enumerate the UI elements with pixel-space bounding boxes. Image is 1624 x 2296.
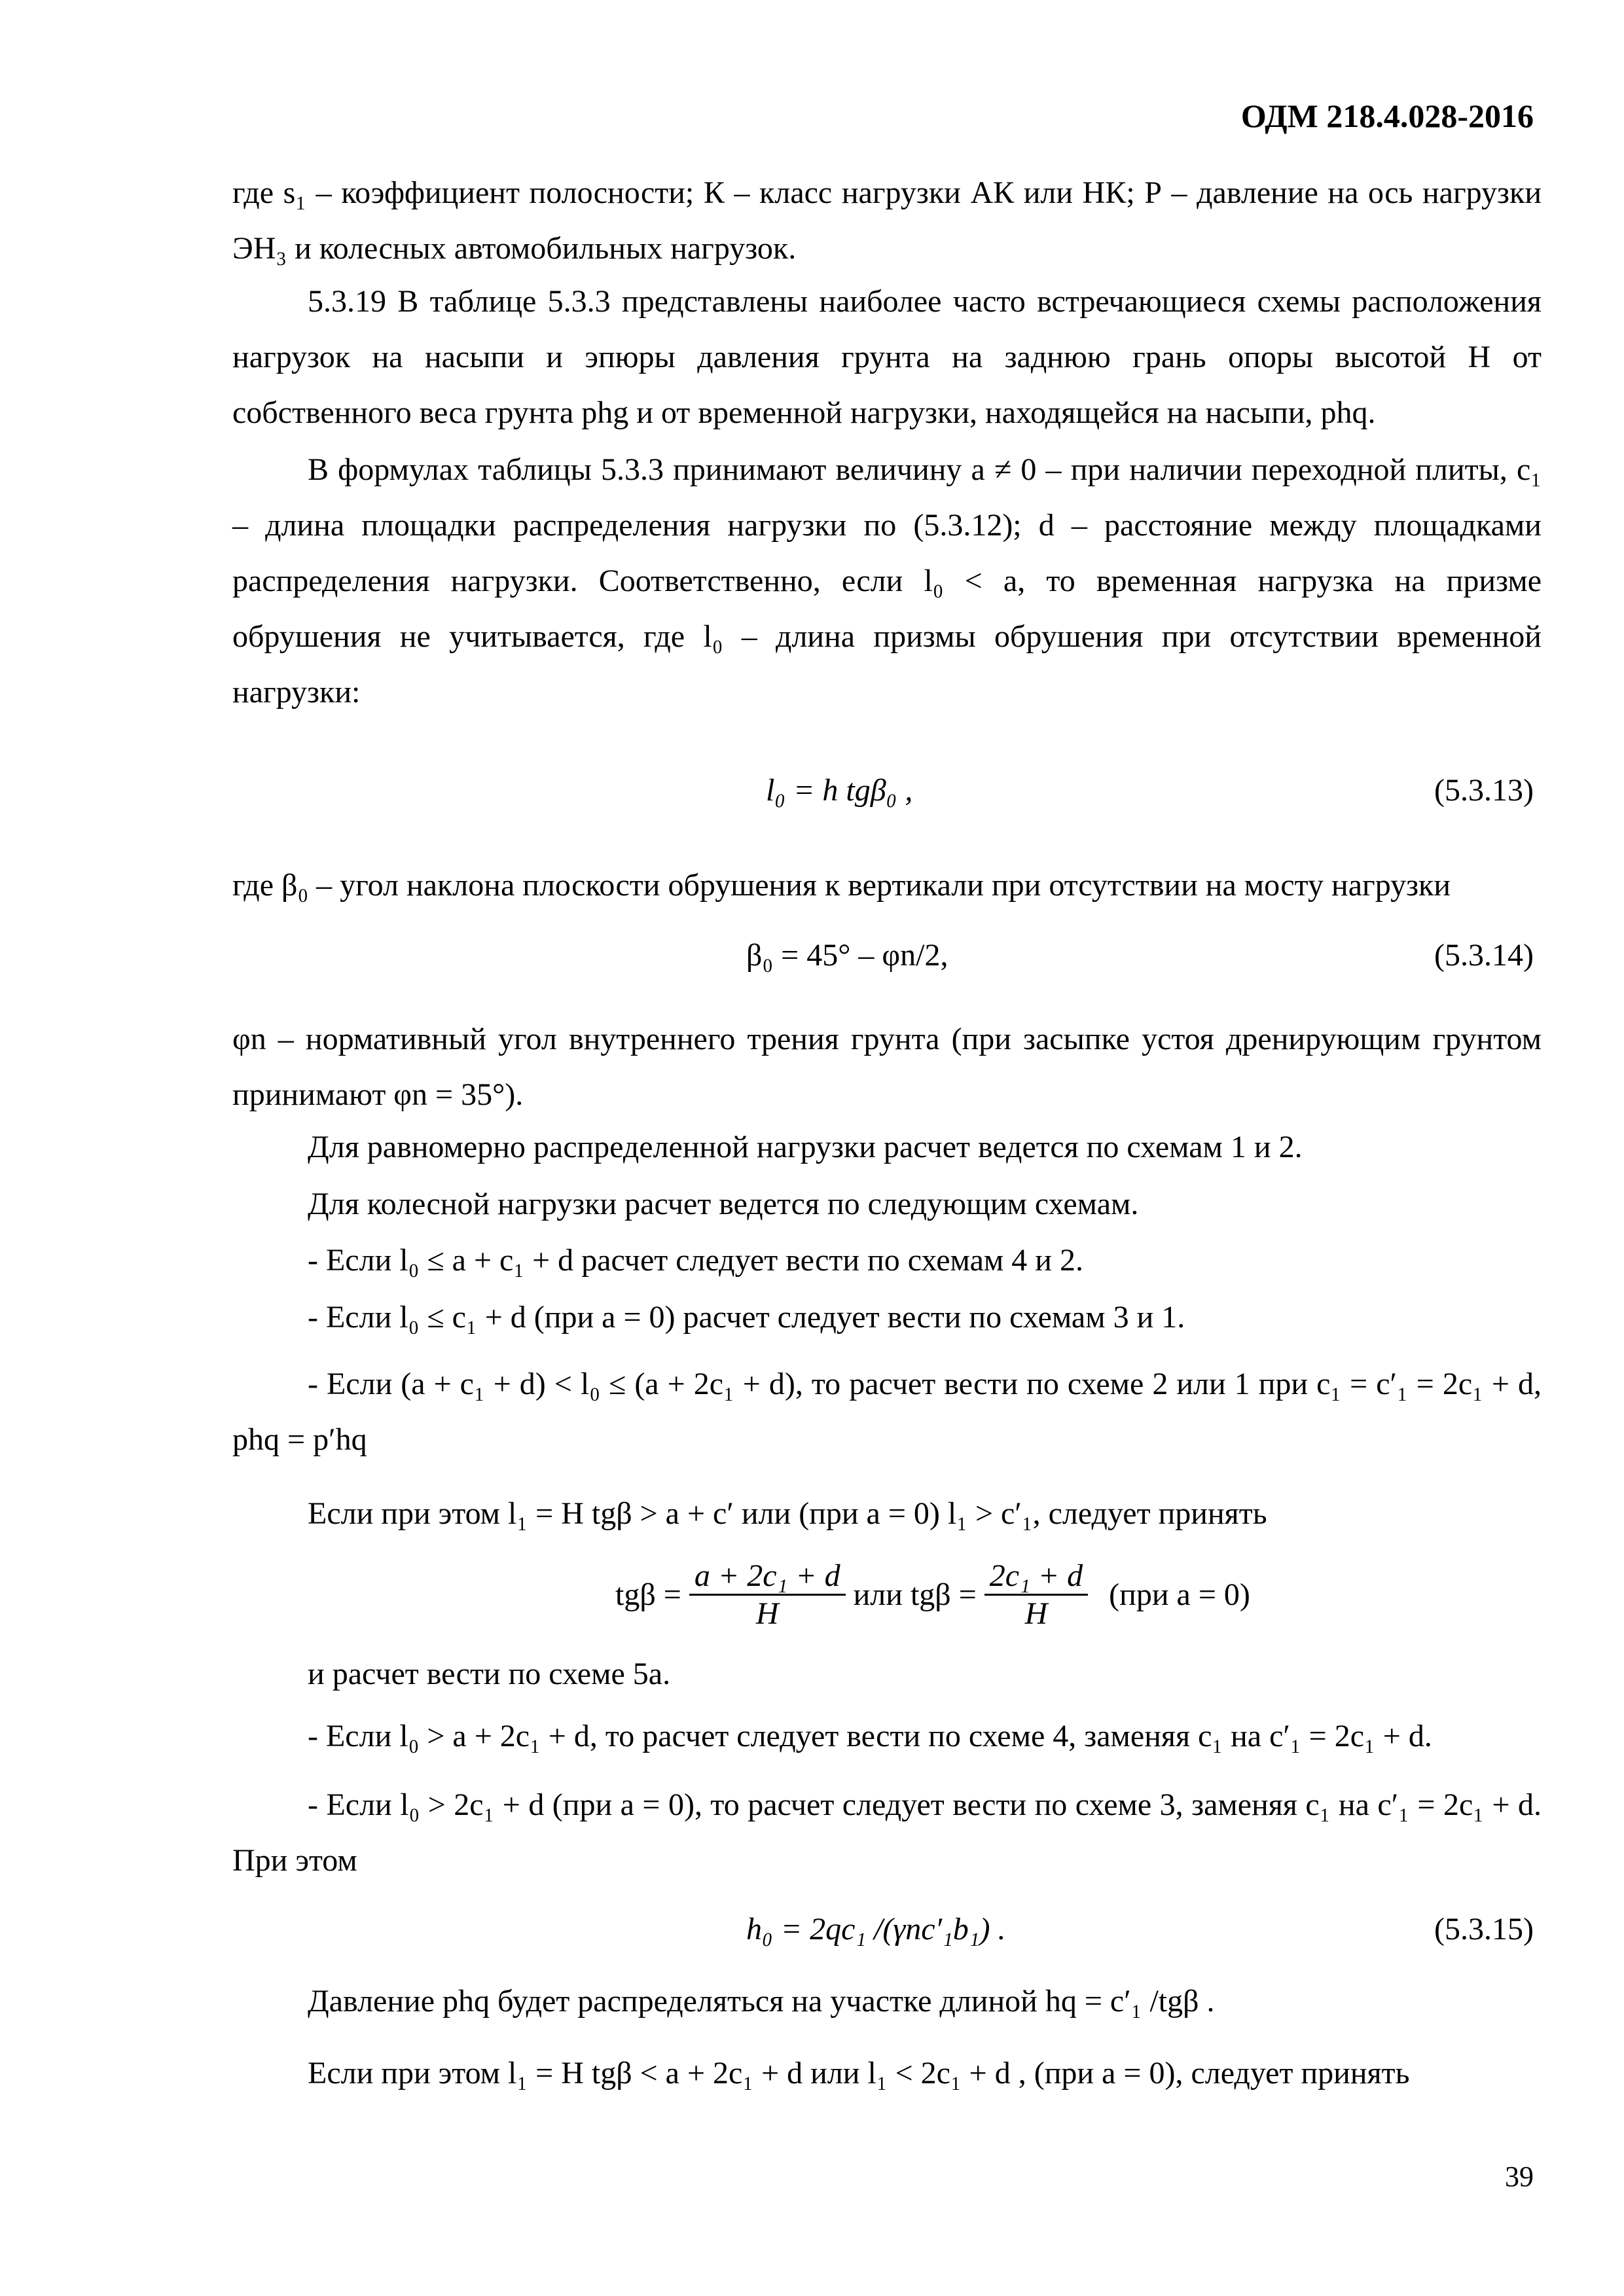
paragraph-scheme-5a: и расчет вести по схеме 5а. — [308, 1657, 671, 1691]
paragraph-uniform-load: Для равномерно распределенной нагрузки расчет ведется по схемам 1 и 2. — [308, 1130, 1303, 1164]
paragraph-wheel-load: Для колесной нагрузки расчет ведется по следующим схемам. — [308, 1187, 1139, 1221]
list-item-case-3: - Если (a + c₁ + d) < l₀ ≤ (a + 2c₁ + d), то расчет вести по схеме 2 или 1 при c₁ = c′₁ = 2c₁ + d, phq = p′hq — [232, 1367, 1542, 1457]
list-item-case-4: - Если l₀ > a + 2c₁ + d, то расчет следует вести по схеме 4, заменяя c₁ на c′₁ = 2c₁ + d. — [308, 1719, 1432, 1753]
eq-condition: (при a = 0) — [1109, 1577, 1250, 1612]
list-item-case-1: - Если l₀ ≤ a + c₁ + d расчет следует вести по схемам 4 и 2. — [308, 1243, 1083, 1278]
equation-5-3-14: β₀ = 45° – φn/2, — [746, 938, 948, 973]
fraction-2-denominator: H — [1024, 1596, 1048, 1631]
fraction-2-numerator: 2c₁ + d — [984, 1558, 1088, 1596]
equation-number-5-3-15: (5.3.15) — [1434, 1912, 1534, 1946]
equation-5-3-13: l₀ = h tgβ₀ , — [766, 773, 913, 808]
paragraph-if-l1: Если при этом l₁ = H tgβ > a + c′ или (при a = 0) l₁ > c′₁, следует принять — [308, 1496, 1267, 1531]
list-item-case-2: - Если l₀ ≤ c₁ + d (при a = 0) расчет следует вести по схемам 3 и 1. — [308, 1300, 1185, 1335]
equation-tg-beta — [615, 1558, 1250, 1632]
document-code-header: ОДМ 218.4.028-2016 — [1240, 98, 1534, 134]
page-number: 39 — [1505, 2161, 1534, 2193]
fraction-1 — [689, 1558, 846, 1632]
paragraph-formulas-note: В формулах таблицы 5.3.3 принимают величину a ≠ 0 – при наличии переходной плиты, c₁ – длина площадки распределения нагрузки по (5.3.12); d – расстояние между площадками распределения нагрузки. Соответственно, если l₀ < a, то временная нагрузка на призме обрушения не учитывается, где l₀ – длина призмы обрушения при отсутствии временной нагрузки: — [232, 452, 1542, 709]
paragraph-phi-definition: φn – нормативный угол внутреннего трения грунта (при засыпке устоя дренирующим грунтом принимают φn = 35°). — [232, 1022, 1542, 1112]
equation-number-5-3-13: (5.3.13) — [1434, 773, 1534, 808]
list-item-case-5: - Если l₀ > 2c₁ + d (при a = 0), то расчет следует вести по схеме 3, заменяя c₁ на c′₁ = 2c₁ + d. При этом — [232, 1787, 1542, 1878]
fraction-1-denominator: H — [755, 1596, 779, 1631]
paragraph-definitions: где s₁ – коэффициент полосности; К – класс нагрузки АК или НК; Р – давление на ось нагрузки ЭН₃ и колесных автомобильных нагрузок. — [232, 175, 1542, 266]
fraction-2 — [984, 1558, 1088, 1632]
paragraph-if-l1-less: Если при этом l₁ = H tgβ < a + 2c₁ + d или l₁ < 2c₁ + d , (при a = 0), следует принять — [308, 2056, 1410, 2090]
eq-or-tgbeta: или tgβ = — [853, 1577, 977, 1612]
equation-5-3-15: h₀ = 2qc₁ /(γnc′₁b₁) . — [746, 1912, 1006, 1946]
fraction-1-numerator: a + 2c₁ + d — [689, 1558, 846, 1596]
paragraph-beta-definition: где β₀ – угол наклона плоскости обрушения к вертикали при отсутствии на мосту нагрузки — [232, 868, 1451, 903]
paragraph-pressure-distribution: Давление phq будет распределяться на участке длиной hq = c′₁ /tgβ . — [308, 1984, 1215, 2018]
paragraph-5-3-19: 5.3.19 В таблице 5.3.3 представлены наиболее часто встречающиеся схемы расположения нагрузок на насыпи и эпюры давления грунта на заднюю грань опоры высотой H от собственного веса грунта phg и от временной нагрузки, находящейся на насыпи, phq. — [232, 284, 1542, 430]
eq-tgbeta-label: tgβ = — [615, 1577, 681, 1612]
equation-number-5-3-14: (5.3.14) — [1434, 938, 1534, 973]
